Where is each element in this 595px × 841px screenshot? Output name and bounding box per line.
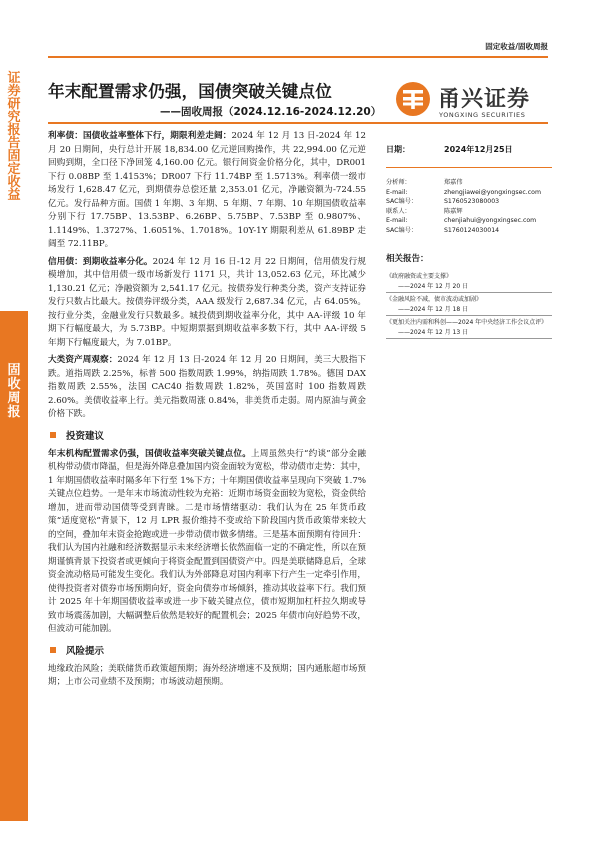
analyst-key: 分析师： <box>386 179 411 186</box>
report-category: 固定收益/固收周报 <box>485 42 548 51</box>
side-label-bottom: 固收周报 <box>7 363 21 420</box>
investment-heading: 年末机构配置需求仍强，国债收益率突破关键点位。 <box>48 448 252 459</box>
analyst-row <box>386 207 552 217</box>
analyst-row <box>386 216 552 226</box>
investment-text: 上周虽然央行“约谈”部分金融机构带动债市降温，但是海外降息叠加国内资金面较为宽松，带动债市走势：其中，1 年期国债收益率时隔多年下行至 1%下方；十年期国债收益率呈现向下突破 1.7%关键点位趋势。一是年末市场流动性较为充裕：近期市场资金面较为宽松，资金供给增加，进而带动国债等受到青睐。二是市场情绪驱动：我们认为在 25 年货币政策“适度宽松”背景下，12 月 LPR 报价维持不变或给下阶段国内货币政策带来较大的空间，叠加年末资金抢跑或进一步带动债市做多情绪。三是基本面预期有待回升：我们认为国内社融和经济数据显示未来经济增长依然面临一定的不确定性，所以在预期谨慎背景下投资者或更倾向于将资金配置到国债资产中。四是美联储降息后，全球资金流动格局可能发生变化。我们认为外部降息对国内利率下行产生一定牵引作用，使得投资者对债券市场预期向好，资金向债券市场倾斜，推动其收益率下行。我们预计 2025 年十年期国债收益率或进一步下破关键点位，债市短期加杠杆拉久期或导致市场震荡加剧，大幅调整后依然是较好的配置机会；2025 年债市向好趋势不改，但波动可能加剧。 <box>48 448 366 634</box>
analyst-key: 联系人： <box>386 207 411 215</box>
info-sidebar <box>386 130 552 341</box>
logo-text-cn: 甬兴证券 <box>438 87 531 112</box>
risk-paragraph: 地缘政治风险；美联储货币政策超预期；海外经济增速不及预期；国内通胀超市场预期；上市公司业绩不及预期；市场波动超预期。 <box>48 663 366 687</box>
title-rule <box>48 122 548 124</box>
analyst-email-link[interactable]: zhengjiawei@yongxingsec.com <box>444 188 541 196</box>
analyst-value: S1760523080003 <box>444 198 500 206</box>
credit-heading: 信用债：到期收益率分化。 <box>48 256 153 267</box>
date-value: 2024年12月25日 <box>444 145 513 154</box>
related-report-link[interactable]: 《政府融资或主要支撑》 <box>386 272 453 280</box>
related-report-link[interactable]: 《更加关注内需和科创——2024 年中央经济工作会议点评》 <box>386 318 548 326</box>
analyst-value: S1760124030014 <box>444 226 500 234</box>
related-report-date: ——2024 年 12 月 13 日 <box>398 329 469 337</box>
section-risk <box>50 643 366 657</box>
date-rule <box>386 167 552 168</box>
credit-text: 2024 年 12 月 16 日-12 月 22 日期间，信用债发行规模增加，其中信用债一级市场新发行 1171 只，共计 13,052.63 亿元，环比减少 1,130.21 亿元；净融资额为 2,541.17 亿元。按债券发行种类分类，资产支持证券发行只数占比最大。按债券评级分类，AAA 级发行 2,687.34 亿元，占 64.05%。按行业分类，金融业发行只数最多。城投债到期收益率分化，其中 AA-评级 10 年期下行幅度最大，为 5.73BP。中短期票据到期收益率多数下行，其中 AA-评级 5 年期下行幅度最大，为 7.01BP。 <box>48 256 366 348</box>
divider <box>386 338 552 339</box>
analyst-row <box>386 178 552 188</box>
analyst-row <box>386 197 552 207</box>
analyst-row <box>386 188 552 198</box>
report-date <box>386 144 552 155</box>
analyst-key: SAC编号： <box>386 198 418 206</box>
logo-mark-icon <box>394 80 432 118</box>
logo-text-en: YONGXING SECURITIES <box>439 111 526 119</box>
company-logo <box>394 80 554 124</box>
investment-paragraph <box>48 448 366 637</box>
analyst-key: SAC编号： <box>386 226 418 234</box>
assets-paragraph <box>48 354 366 422</box>
related-report-date: ——2024 年 12 月 18 日 <box>398 305 469 313</box>
analyst-value: 郑嘉伟 <box>444 179 463 186</box>
analyst-row <box>386 226 552 236</box>
report-title: 年末配置需求仍强，国债突破关键点位 <box>48 82 332 101</box>
related-report-date: ——2024 年 12 月 20 日 <box>398 282 469 290</box>
section-investment-title: 投资建议 <box>66 430 105 442</box>
analyst-value: 陈嘉辉 <box>444 207 463 215</box>
section-investment <box>50 428 366 442</box>
contact-email-link[interactable]: chenjiahui@yongxingsec.com <box>444 217 537 225</box>
related-report-link[interactable]: 《金融风险不减，债市波动或加剧》 <box>386 295 483 303</box>
date-label: 日期： <box>386 145 410 154</box>
assets-heading: 大类资产周观察： <box>48 355 118 365</box>
report-subtitle: ——固收周报（2024.12.16-2024.12.20） <box>160 106 382 118</box>
rates-paragraph <box>48 130 366 252</box>
analyst-info <box>386 178 552 236</box>
side-label-top: 证券研究报告 固定收益 <box>7 71 21 203</box>
credit-paragraph <box>48 256 366 351</box>
analyst-key: E-mail: <box>386 188 408 196</box>
section-bullet-icon <box>50 647 56 653</box>
related-reports-heading: 相关报告： <box>386 253 429 264</box>
section-risk-title: 风险提示 <box>66 645 105 657</box>
divider <box>386 315 552 316</box>
assets-text: 2024 年 12 月 13 日-2024 年 12 月 20 日期间，美三大股指下跌。道指周跌 2.25%，标普 500 指数周跌 1.99%，纳指周跌 1.78%。德国 DAX 指数周跌 2.55%，法国 CAC40 指数周跌 1.82%，英国富时 100 指数周跌 2.60%。美债收益率上行。美元指数周涨 0.84%，非美货币走弱。周内原油与黄金价格下跌。 <box>48 355 366 419</box>
report-body <box>48 130 366 694</box>
rates-text: 2024 年 12 月 13 日-2024 年 12 月 20 日期间，央行总计开展 18,834.00 亿元逆回购操作，共 22,994.00 亿元逆回购到期，全口径下净回笼 4,160.00 亿元。银行间资金价格分化，其中，DR001 下行 0.08BP 至 1.4153%；DR007 下行 11.74BP 至 1.5713%。利率债一级市场发行 1,628.47 亿元，到期债券总偿还量 2,353.01 亿元，净融资额为-724.55 亿元。发行品种方面。国债 1 年期、3 年期、5 年期、7 年期、10 年期国债收益率分别下行 17.75BP、13.53BP、6.26BP、5.75BP、7.53BP 至 0.9807%、1.1149%、1.3727%、1.6051%、1.7018%。10Y-1Y 期限利差从 61.89BP 走阔至 72.11BP。 <box>48 131 366 249</box>
section-bullet-icon <box>50 432 56 438</box>
header-rule <box>48 56 548 58</box>
divider <box>386 292 552 293</box>
related-reports-list <box>386 272 552 340</box>
rates-heading: 利率债：国债收益率整体下行，期限利差走阔： <box>48 131 232 141</box>
analyst-key: E-mail: <box>386 217 408 225</box>
